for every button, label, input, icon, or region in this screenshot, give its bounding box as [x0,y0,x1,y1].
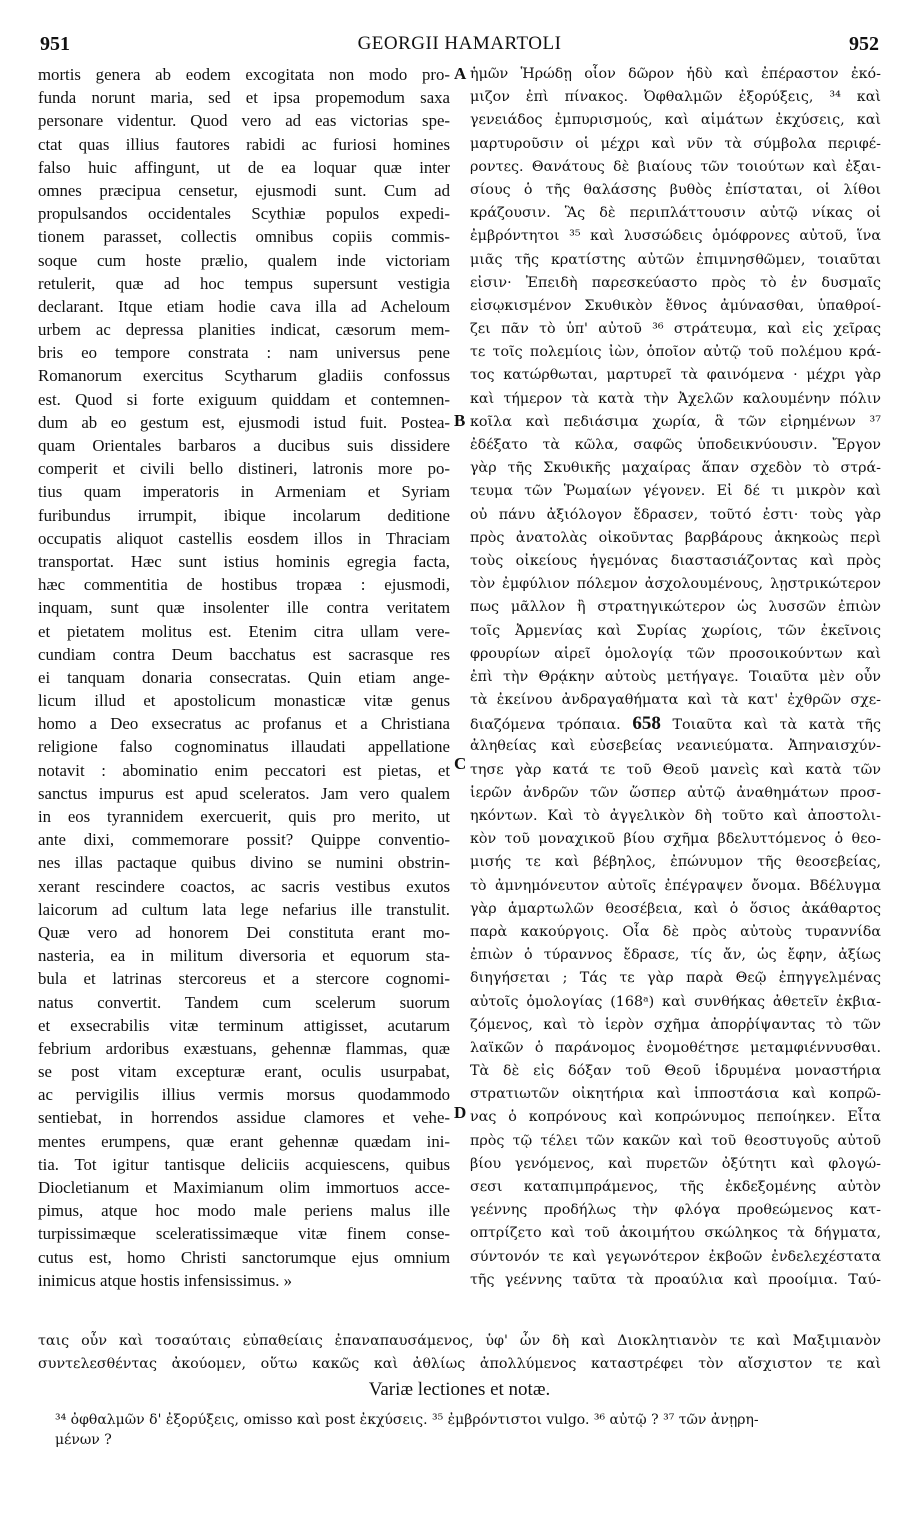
footnote-line: μένων ? [55,1432,112,1448]
latin-text-line: Diocletianum et Maximianum olim immortuos acce- [38,1178,450,1197]
greek-text-line: πως μᾶλλον ἢ στρατηγικώτερον ὡς λυσσῶν ἐπιὼν [470,599,881,616]
greek-text-line: κοῖλα καὶ πεδιάσιμα χωρία, ἃ τῶν εἰρημένων ³⁷ [470,413,881,430]
latin-text-line: ante dixi, commemorare possit? Quippe conventio- [38,830,450,850]
latin-text-line: est. Quod si forte exiguum quiddam et contemnen- [38,389,450,409]
latin-text-line: et exsecrabilis vitæ terminum attigisset, acutarum [38,1015,450,1035]
running-title: GEORGII HAMARTOLI [357,33,562,54]
latin-text-line: funda norunt maria, sed et ipsa propemodum saxa [38,88,450,108]
latin-text-line: nes illas pactaque quibus divino se numini obstrin- [38,853,450,873]
latin-text-line: bula et latrinas stercoreus et a stercore cognomi- [38,969,450,989]
latin-text-line: inimicus atque hostis infensissimus. » [38,1270,293,1290]
latin-text-line: retulerit, quæ ad hoc tempus supersunt vestigia [38,273,450,293]
greek-text-line: Τὰ δὲ εἰς δόξαν τοῦ Θεοῦ ἱδρυμένα μοναστήρια [470,1063,881,1080]
latin-text-line: notavit : abominatio enim peccatori est pietas, et [38,760,450,780]
section-marker-d: D [454,1103,467,1122]
greek-text-line: ἐπὶ τὴν Θρᾴκην αὐτοὺς μετήγαγε. Τοιαῦτα μὲν οὖν [470,668,881,685]
latin-text-line: et pietatem molitus est. Etenim citra ullam vere- [38,621,450,641]
latin-text-line: tius quam imperatoris in Armeniam et Syriam [38,482,450,502]
latin-text-line: natus convertit. Tandem cum scelerum suorum [38,992,450,1012]
latin-text-line: laicorum ad cultum lata lege nefarius ille transtulit. [38,899,450,919]
latin-text-line: bris eo tempore constrata : nam universus pene [38,343,450,363]
greek-text-line: ἐμβρόντητοι ³⁵ καὶ λυσσώδεις ὁμόφρονες αὐτοῦ, ἵνα [470,228,881,245]
greek-text-line: πρὸς ἀνατολὰς οἰκοῦντας βαρβάρους ἀκηκοὼς περὶ [470,529,881,546]
greek-text-line: στρατιωτῶν οἰκητήρια καὶ ἱπποστάσια καὶ κοπρῶ- [470,1086,881,1103]
greek-text-line: τῆς γεέννης ταῦτα τὰ προαύλια καὶ προοίμια. Ταύ- [470,1271,881,1288]
greek-text-line: ζόμενος, καὶ τὸ ἱερὸν σχῆμα ἀπορῥίψαντας τὸ τῶν [470,1016,881,1033]
column-number: 658 [632,713,661,735]
greek-text-line: μισής τε καὶ βέβηλος, ἐπώνυμον τῆς θεοσεβείας, [470,854,881,871]
footnotes [55,1410,881,1450]
latin-text-line: ei tanquam donaria consecratas. Quin etiam ange- [38,667,450,687]
greek-text-line: τοῖς Ἀρμενίας καὶ Συρίας χωρίοις, τῶν ἐκεῖνοις [470,622,881,639]
greek-text-line: καὶ τήμερον τὰ κατὰ τὴν Ἀχελῶν καλουμένην πόλιν [470,390,881,407]
page-number-left: 951 [40,33,70,55]
latin-text-line: comperit et civili bello distineri, latronis more po- [38,459,450,479]
greek-text-line: ταις οὖν καὶ τοσαύταις εὐπαθείαις ἐπαναπαυσάμενος, ὑφ' ὧν δὴ καὶ Διοκλητιανὸν τε καὶ Μαξιμιανὸν [38,1333,881,1349]
latin-text-line: mortis genera ab eodem excogitata non modo pro- [38,65,450,84]
latin-text-line: transportat. Hæc sunt istius hominis egregia facta, [38,551,450,571]
greek-text-line: τὸν ἐμφύλιον πόλεμον ἀσχολουμένους, λῃστρικώτερον [470,576,881,593]
greek-text-line: βίου γενόμενος, καὶ πυρετῶν ὀξύτητι καὶ φλογώ- [470,1155,881,1172]
latin-text-line: ctat quas illius fautores rabidi ac furiosi homines [38,134,450,154]
latin-text-line: in eos tyrannidem exercuerit, quis pro merito, ut [38,807,450,826]
latin-text-line: mentes erumpens, quæ erant gehennæ quædam ini- [38,1131,450,1151]
greek-text-line: λαϊκῶν ὁ παράνομος ἐνομοθέτησε μεταμφιέννυσθαι. [470,1039,881,1056]
greek-text-line: νας ὁ κοπρόνους καὶ κοπρώνυμος πεποίηκεν. Εἶτα [470,1109,881,1126]
latin-text-line: febrium ardoribus exæstuans, gehennæ flammas, quæ [38,1038,450,1058]
greek-text-line: σίους ὁ τῆς θαλάσσης βυθὸς ἐπίσταται, οἱ λίθοι [470,181,881,198]
latin-text-line: falso huic affingunt, ut de ea loquar quæ inter [38,157,450,177]
greek-text-line: πρὸς τῷ τέλει τῶν κακῶν καὶ τοῦ θεοστυγοῦς αὐτοῦ [470,1132,881,1149]
latin-text-line: occupatis aliquot castellis eosdem illos in Thraciam [38,528,450,548]
latin-text-line: ac pervigilis illius vermis morsus quodammodo [38,1085,450,1105]
section-marker-c: C [454,754,467,773]
greek-text-line: ροντες. Θανάτους δὲ βιαίους τῶν τοιούτων καὶ ἐξαι- [470,158,881,175]
greek-text-line: τησε γὰρ κατά τε τοῦ Θεοῦ μανεὶς καὶ κατὰ τῶν [470,761,881,778]
latin-text-line: omnes præcipua censetur, ejusmodi sunt. Cum ad [38,180,450,200]
greek-text-line: γενειάδος ἐμπυρισμούς, καὶ αἱμάτων ἐκχύσεις, καὶ [470,112,881,129]
latin-column [38,63,450,1292]
greek-text-line: γὰρ ἁμαρτωλῶν θεοσέβεια, καὶ ὁ ὅσιος ἀκάθαρτος [470,900,881,917]
greek-text-line: κὸν τοῦ μοναχικοῦ βίου σχῆμα βδελυττόμενος ὁ θεο- [470,831,881,848]
latin-text-line: licum illud et apostolicum monasticæ vitæ genus [38,691,450,711]
greek-column [470,63,881,1292]
latin-text-line: inquam, sunt quæ insolenter ille contra veritatem [38,598,450,618]
greek-text-line: τοὺς οἰκείους ἡγεμόνας διαστασιάζοντας καὶ πρὸς [470,552,881,569]
latin-text-line: tia. Tot igitur tantisque deliciis acquiescens, quibus [38,1154,450,1174]
latin-text-line: cundiam contra Deum bacchatus est sacrasque res [38,644,450,664]
greek-text-line: ἱερῶν ἀνδρῶν τῶν ὥσπερ αὐτῷ ἀναθημάτων προσ- [470,784,881,801]
page-number-right: 952 [849,33,879,55]
greek-text-line: γεέννης προδήλως τὴν φλόγα προθεώμενος κατ- [470,1202,881,1219]
full-width-greek-text [38,1330,881,1376]
latin-text-line: declarant. Itque etiam hodie cava illa ad Acheloum [38,296,450,316]
latin-text-line: nasteria, ea in militum diversoria et equorum sta- [38,946,450,966]
latin-text-line: furibundus irrumpit, ibique incolarum deditione [38,505,450,525]
latin-text-line: Romanorum exercitus Scytharum gladiis confossus [38,366,450,386]
greek-text-line: παρὰ κακούργοις. Οἷα δὲ πρὸς αὐτοὺς τυραννίδα [470,923,881,940]
greek-text-line: φρουρίων αἱρεῖ ὁμολογίᾳ τῶν προσοικούντων καὶ [470,645,881,662]
latin-text-line: pimus, atque hoc modo male periens malus ille [38,1201,450,1221]
greek-text-line: κράζουσιν. Ἃς δὲ περιπλάττουσιν αὐτῷ νίκας οἱ [470,205,881,222]
footnote-line: ³⁴ ὀφθαλμῶν δ' ἐξορύξεις, omisso καὶ post ἐκχύσεις. ³⁵ ἐμβρόντιστοι vulgo. ³⁶ αὐτῷ ? ³⁷ τῶν ἀνῃρη- [55,1412,759,1428]
latin-text-line: religione falso cognominatus illaudati appellatione [38,737,450,757]
greek-text-line: διηγήσεται ; Τάς τε γὰρ παρὰ Θεῷ ἐπηγγελμένας [470,970,881,987]
latin-text-line: hæc commentitia de hostibus tropæa : ejusmodi, [38,575,450,595]
greek-text-line: μιᾶς τῆς κρατίστης αὐτῶν ἐπιμνησθῶμεν, τοιαῦται [470,251,881,268]
greek-text-line: τε τοῖς πολεμίοις ἰὼν, ὁποῖον αὐτῷ τοῦ πολέμου κρά- [470,344,881,361]
greek-text-line: γὰρ τῆς Σκυθικῆς μαχαίρας ἅπαν σχεδὸν τὸ στρά- [470,460,881,477]
greek-text-line: σύντονόν τε καὶ γεγωνότερον ἐκβοῶν ἐνδελεχέστατα [470,1248,881,1265]
greek-text-line: ζει πᾶν τὸ ὑπ' αὐτοῦ ³⁶ στράτευμα, καὶ εἰς χεῖρας [470,321,881,338]
greek-text-line: τος κατώρθωται, μαρτυρεῖ τὰ φαινόμενα · μέχρι γὰρ [470,367,881,384]
latin-text-line: sanctus impurus est apud sceleratos. Jam vero qualem [38,783,450,803]
running-header [40,33,879,63]
latin-text-line: Quæ vero ad honorem Dei constituta erant mo- [38,922,450,942]
greek-text-line: ἡμῶν Ἡρώδῃ οἷον δῶρον ἡδὺ καὶ ἐπέραστον ἐκό- [470,66,881,82]
greek-text-line: τὰ ἐκείνου ἀνδραγαθήματα καὶ τὰ κατ' ἐχθρῶν σχε- [470,692,881,709]
greek-text-line: σεσι καταπιμπράμενος, τῆς ἐκδεξομένης αὐτὸν [470,1179,881,1195]
greek-text-line: μαρτυροῦσιν οἱ μέχρι καὶ νῦν τὰ σύμβολα περιφέ- [470,135,881,152]
latin-text-line: dum ab eo gestum est, ejusmodi istud fuit. Postea- [38,412,450,432]
greek-text-line: εἰσιν· Ἐπειδὴ παρεσκεύαστο πρὸς τὸ ἐν δυσμαῖς [470,274,881,291]
latin-text-line: cutus est, homo Christi sanctorumque ejus omnium [38,1247,450,1267]
greek-text-line: διαζόμενα τρόπαια. 658 Τοιαῦτα καὶ τὰ κατὰ τῆς [470,713,881,735]
greek-text-line: τευμα τῶν Ῥωμαίων γέγονεν. Εἰ δέ τι μικρὸν καὶ [470,483,881,500]
greek-text-line: οπτρίζετο καὶ τοῦ ἀκοιμήτου σκώληκος τὰ δήγματα, [470,1225,881,1242]
latin-text-line: tionem parasset, collectis omnibus copiis commis- [38,227,450,247]
latin-text-line: urbem ac depressa planities indicat, cæsorum mem- [38,320,450,340]
latin-text-line: propulsandos occidentales Scythiæ populos expedi- [38,204,450,224]
notes-heading: Variæ lectiones et notæ. [368,1379,551,1400]
section-marker-b: B [454,411,466,430]
latin-text-line: sentiebat, in horrendos assidue clamores et vehe- [38,1108,450,1128]
latin-text-line: homo a Deo exsecratus ac profanus et a Christiana [38,714,450,734]
greek-text-line: ηκόντων. Καὶ τὸ ἀγγελικὸν δὴ τοῦτο καὶ ἀποστολι- [470,808,881,824]
latin-text-line: se post vitam excepturæ erant, oculis usurpabat, [38,1062,450,1082]
latin-text-line: quam Orientales barbaros a ducibus suis dissidere [38,436,450,455]
latin-text-line: soque cum hoste prælio, qualem inde victoriam [38,250,450,270]
latin-text-line: turpissimæque sceleratissimæque vitæ finem conse- [38,1224,450,1244]
greek-text-line: μιζον ἐπὶ πίνακος. Ὀφθαλμῶν ἐξορύξεις, ³⁴ καὶ [470,89,881,106]
greek-text-line: ἐπιὼν ὁ τύραννος ἔδρασε, τίς ἄν, ὡς ἔφην, ἀξίως [470,947,881,964]
latin-text-line: personare videntur. Quod vero ad eas victorias spe- [38,111,450,131]
greek-text-line: εἰσῳκισμένον Σκυθικὸν ἔθνος ἀμύνασθαι, ὑπαθροί- [470,297,881,314]
greek-text-line: οὐ πάνυ ἀξιόλογον ἔδρασεν, τοῦτό ἐστι· τοὺς γὰρ [470,506,881,523]
greek-text-line: ἀληθείας καὶ εὐσεβείας νεανιεύματα. Ἀπηναισχύν- [470,738,881,755]
greek-text-line: ἐδέξατο τὰ κῶλα, σαφῶς ὑποδεικνύουσιν. Ἔργον [470,437,881,453]
section-marker-a: A [454,64,467,83]
greek-text-line: αὐτοῖς ὁμολογίας (168ᵃ) καὶ συνθήκας ἀθετεῖν ἐκβια- [470,993,881,1010]
greek-text-line: τὸ ἀμνημόνευτον αὐτοῖς ἐπέγραψεν ὄνομα. Βδέλυγμα [470,877,881,894]
greek-text-line: συντελεσθέντας ἀκούομεν, οὕτω κακῶς καὶ ἀθλίως ἀπολλύμενος καταστρέφει τὸν αἴσχιστον τε καὶ [38,1356,881,1373]
latin-text-line: xerant rescindere coactos, ac sacris vestibus exutos [38,876,450,896]
